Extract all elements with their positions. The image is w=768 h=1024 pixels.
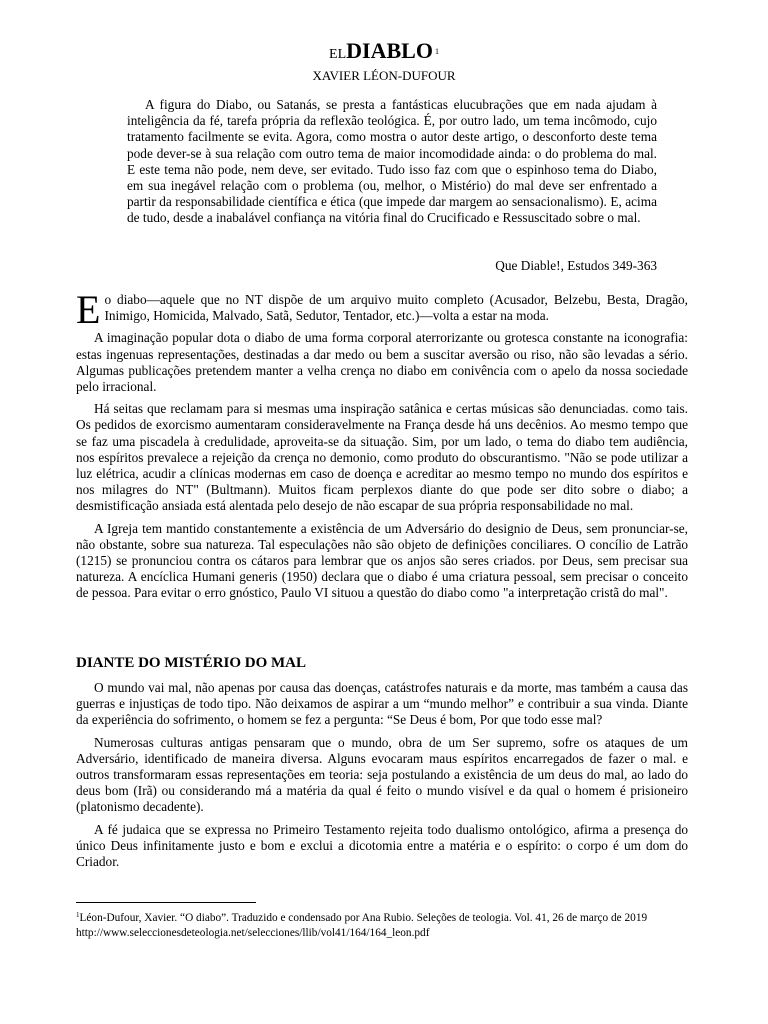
footnote-divider bbox=[76, 902, 256, 903]
abstract-reference: Que Diable!, Estudos 349-363 bbox=[495, 258, 657, 273]
paragraph-1 bbox=[76, 287, 688, 332]
title-prefix: EL bbox=[329, 47, 347, 62]
section-paragraph-3: A fé judaica que se expressa no Primeiro Testamento rejeita todo dualismo ontológico, afirma a presença do único Deus infinitamente justo e bom e exclui a dicotomia entre a matéria e o espírito: o corpo é um dom do Criador. bbox=[76, 821, 688, 870]
paragraph-1-text: o diabo—aquele que no NT dispõe de um arquivo muito completo (Acusador, Belzebu, Besta, Dragão, Inimigo, Homicida, Malvado, Satã, Sedutor, Tentador, etc.)—volta a estar na moda. bbox=[104, 292, 688, 324]
paragraph-2: A imaginação popular dota o diabo de uma forma corporal aterrorizante ou grotesca constante na iconografia: estas ingenuas representações, destinadas a dar medo ou bem a suscitar aversão ou riso, não são levadas a sério. Algumas publicações pretendem manter a velha crença no diabo em conivência com o apelo da nossa sociedade pelo irracional. bbox=[76, 330, 688, 395]
footnote-mark: 1 bbox=[76, 911, 80, 919]
article-header bbox=[0, 38, 768, 84]
footnote-text: Léon-Dufour, Xavier. “O diabo”. Traduzido e condensado por Ana Rubio. Seleções de teologia. Vol. 41, 26 de março de 2019 bbox=[79, 912, 648, 924]
article-author: XAVIER LÉON-DUFOUR bbox=[312, 68, 456, 83]
article-title bbox=[0, 38, 768, 68]
section-paragraph-1: O mundo vai mal, não apenas por causa das doenças, catástrofes naturais e da morte, mas também a causa das guerras e injustiças de todo tipo. Não deixamos de aspirar a um “mundo melhor” e contribuir a sua vinda. Diante da experiência do sofrimento, o homem se fez a pergunta: “Se Deus é bom, Por que todo esse mal? bbox=[76, 680, 688, 728]
paragraph-4: A Igreja tem mantido constantemente a existência de um Adversário do designio de Deus, sem pronunciar-se, não obstante, sobre sua natureza. Tal especulações não são objeto de definições conciliares. O concílio de Latrão (1215) se pronunciou contra os cátaros para lembrar que os anjos são seres criados. por Deus, sem precisar sua natureza. A encíclica Humani generis (1950) declara que o diabo é uma criatura pessoal, sem precisar o conceito de pessoa. Para evitar o erro gnóstico, Paulo VI situou a questão do diabo como "a interpretação cristã do mal". bbox=[76, 520, 688, 601]
section-paragraph-2: Numerosas culturas antigas pensaram que o mundo, obra de um Ser supremo, sofre os ataques de um Adversário, identificado de maneira diversa. Alguns evocaram maus espíritos encarregados de fazer o mal. e outros transformaram essas representações em teoria: seja postulando a existência de um deus do mal, ao lado do deus bom (Irã) ou considerando má a matéria da qual é feito o mundo visível e da qual o homem é prisioneiro (platonismo decadente). bbox=[76, 734, 688, 815]
title-footnote-mark: 1 bbox=[434, 47, 439, 56]
section-heading: DIANTE DO MISTÉRIO DO MAL bbox=[76, 655, 307, 671]
drop-cap: E bbox=[76, 287, 101, 332]
footnote-url[interactable]: http://www.seleccionesdeteologia.net/selecciones/llib/vol41/164/164_leon.pdf bbox=[76, 927, 430, 939]
section-body bbox=[76, 680, 688, 876]
abstract-text: A figura do Diabo, ou Satanás, se presta a fantásticas elucubrações que em nada ajudam à inteligência da fé, tarefa própria da reflexão teológica. É, por outro lado, um tema incômodo, cujo tratamento facilmente se evita. Agora, como mostra o autor deste artigo, o desconforto deste tema pode dever-se à sua relação com outro tema de maior incomodidade ainda: o do problema do mal. E este tema não pode, nem deve, ser evitado. Tudo isso faz com que o espinhoso tema do Diabo, em sua inegável relação com o problema (ou, melhor, o Mistério) do mal deve ser enfrentado a partir da responsabilidade científica e ética (que impede dar margem ao sensacionalismo). E, acima de tudo, desde a inabalável confiança na vitória final do Crucificado e Ressuscitado sobre o mal. bbox=[127, 97, 657, 226]
footnote bbox=[76, 908, 706, 941]
intro-body bbox=[76, 287, 688, 608]
abstract bbox=[127, 97, 657, 227]
footnote-citation bbox=[76, 908, 706, 926]
paragraph-3: Há seitas que reclamam para si mesmas uma inspiração satânica e certas músicas são denunciadas. como tais. Os pedidos de exorcismo aumentaram consideravelmente na França desde há uns decênios. Ao mesmo tempo que se faz uma piscadela à credulidade, aproveita-se da situação. Sim, por um lado, o tema do diabo tem audiência, nos espíritos prevalece a rejeição da crença no demonio, como produto do obscurantismo. "Não se pode utilizar a luz elétrica, acudir a clínicas modernas em caso de doença e acreditar ao mesmo tempo no mundo dos espíritos e nos milagres do NT" (Bultmann). Muitos ficam perplexos diante do que pode ser dito sobre o diabo; a desmistificação ansiada está alentada pelo desejo de não escapar de sua própria responsabilidade no mal. bbox=[76, 401, 688, 514]
title-main: DIABLO bbox=[346, 38, 433, 63]
